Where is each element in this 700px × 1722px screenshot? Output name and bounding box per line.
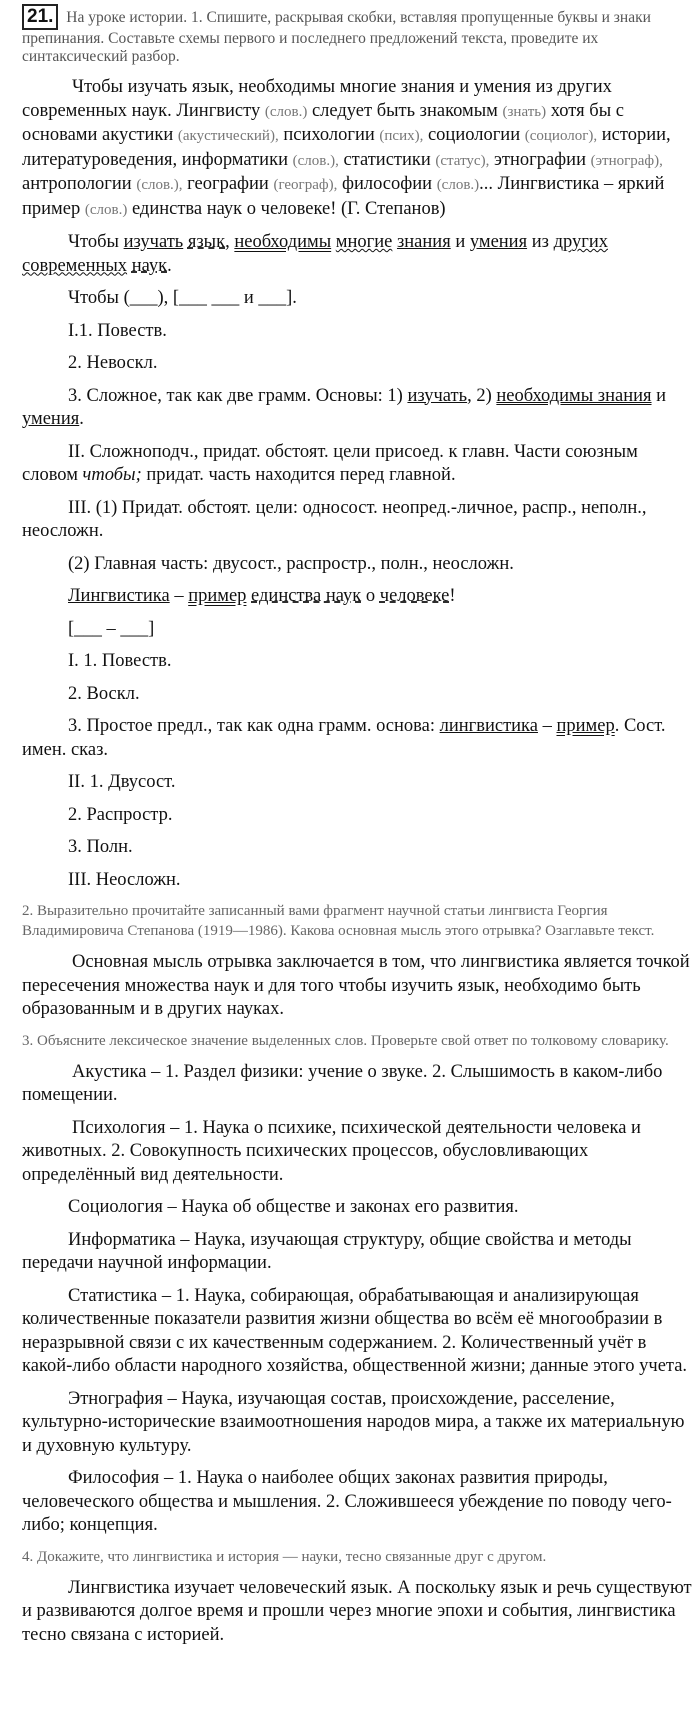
word-predicate: необходимы (234, 232, 332, 252)
answer-4: Лингвистика изучает человеческий язык. А поскольку язык и речь существуют и развиваются долгое время и прошли через многие эпохи и события, лингвистика тесно связана с историей. (22, 1577, 692, 1645)
analysis1-line: (2) Главная часть: двусост., распростр., полн., неосложн. (68, 553, 514, 574)
hint: (географ), (273, 177, 338, 193)
hint: (слов.), (136, 177, 183, 193)
analysis2-line: 2. Распростр. (68, 804, 173, 825)
word-attribute: многие (335, 232, 393, 252)
word: о (365, 586, 376, 606)
text-part: чтобы; (82, 465, 142, 485)
analysis2-line: 2. Воскл. (68, 683, 140, 704)
word-object: наук (131, 255, 168, 276)
definition-informatics: Информатика – Наука, изучающая структуру, общие свойства и методы передачи научной информации. (22, 1229, 632, 1273)
definition-sociology: Социология – Наука об обществе и законах его развития. (68, 1197, 519, 1217)
word-subject: лингвистика (439, 716, 538, 736)
word-predicate: изучать (123, 232, 184, 252)
definition-statistics: Статистика – 1. Наука, собирающая, обрабатывающая и анализирующая количественные показатели развития жизни общества во всём её многообразии в неразрывной связи с их качественным содержанием. 2. Количественный учёт в какой-либо области народного хозяйства, общественной жизни; данные этого учета. (22, 1285, 688, 1376)
sentence1-parsed: Чтобы изучать язык, необходимы многие знания и умения из других современных наук. (22, 232, 608, 276)
word: ! (449, 586, 456, 606)
hint: (акустический), (177, 128, 279, 144)
word-attribute: других (553, 232, 608, 252)
analysis1-line: I.1. Повеств. (68, 320, 167, 341)
word: из (531, 232, 549, 252)
text-part: психологии (283, 125, 375, 145)
text-part: Чтобы изучать язык, необходимы многие знания и умения из других современных наук. Лингвисту (22, 77, 612, 121)
text-part: философии (341, 174, 433, 194)
word-subject: знания (396, 232, 451, 252)
sentence2-parsed (22, 585, 692, 609)
word-predicate: пример (188, 586, 247, 606)
task-number: 21. (22, 4, 58, 30)
word: – (174, 586, 184, 606)
definition-acoustics: Акустика – 1. Раздел физики: учение о звуке. 2. Слышимость в каком-либо помещении. (22, 1061, 663, 1105)
word-predicate: пример (556, 716, 615, 736)
text-part: следует быть знакомым (311, 100, 498, 121)
word-object: человеке (379, 586, 450, 606)
text-part: географии (187, 174, 269, 194)
definition-psychology: Психология – 1. Наука о психике, психической деятельности человека и животных. 2. Совокупность психических процессов, обусловливающих определённый вид деятельности. (22, 1117, 641, 1185)
analysis2-line (22, 715, 692, 762)
hint: (социолог), (524, 128, 598, 144)
analysis2-line: I. 1. Повеств. (68, 651, 172, 671)
word-subject: умения (469, 232, 528, 252)
word-object: язык (187, 232, 226, 252)
hint: (этнограф), (590, 152, 663, 169)
definition-ethnography: Этнография – Наука, изучающая состав, происхождение, расселение, культурно-исторические взаимоотношения народов мира, а также их материальную и духовную культуру. (22, 1388, 685, 1456)
text-part: и (656, 385, 667, 406)
text-part: этнографии (493, 149, 586, 170)
analysis1-line: 2. Невоскл. (68, 353, 158, 373)
question-2: 2. Выразительно прочитайте записанный вами фрагмент научной статьи лингвиста Георгия Владимировича Степанова (1919—1986). Какова основная мысль этого отрывка? Озаглавьте текст. (22, 903, 655, 939)
hint: (слов.) (264, 103, 308, 120)
hint: (слов.), (292, 152, 339, 169)
text-part: 3. Простое предл., так как одна грамм. основа: (68, 716, 435, 736)
word-subject: умения (22, 409, 80, 429)
scheme-2: [___ – ___] (68, 618, 155, 639)
analysis2-line: III. Неосложн. (68, 869, 181, 890)
analysis2-line: II. 1. Двусост. (68, 772, 176, 792)
task-header (22, 4, 692, 66)
word-predicate: изучать (407, 385, 468, 406)
definition-philosophy: Философия – 1. Наука о наиболее общих законах развития природы, человеческого общества и мышления. 2. Сложившееся убеждение по поводу чего-либо; концепция. (22, 1468, 672, 1535)
text-part: . Сост. имен. сказ. (22, 716, 666, 760)
word-predicate: необходимы знания (496, 385, 652, 406)
text-part: , 2) (467, 385, 492, 406)
text-part: истории, литературоведения, информатики (22, 125, 671, 170)
analysis1-line: 3. Сложное, так как две грамм. Основы: 1) изучать, 2) необходимы знания и умения. (22, 385, 667, 429)
text-part: единства наук о человеке! (Г. Степанов) (131, 198, 446, 219)
text-part: социологии (427, 125, 521, 145)
scheme-1: Чтобы (___), [___ ___ и ___]. (68, 288, 297, 308)
word: Чтобы (68, 232, 119, 252)
text-part: хотя бы с основами акустики (22, 100, 624, 145)
answer-2: Основная мысль отрывка заключается в том, что лингвистика является точкой пересечения множества наук и для того чтобы изучить язык, необходимо быть образованным и в других науках. (22, 952, 690, 1019)
question-4: 4. Докажите, что лингвистика и история — науки, тесно связанные друг с другом. (22, 1548, 547, 1565)
text-part: придат. часть находится перед главной. (146, 465, 456, 485)
main-text (22, 76, 692, 222)
hint: (слов.) (436, 177, 480, 193)
text-part: статистики (343, 149, 431, 170)
analysis1-line: III. (1) Придат. обстоят. цели: односост. неопред.-личное, распр., неполн., неосложн. (22, 497, 647, 541)
task-text: На уроке истории. 1. Спишите, раскрывая скобки, вставляя пропущенные буквы и знаки препинания. Составьте схемы первого и последнего предложений текста, проведите их синтаксический разбор. (22, 9, 651, 65)
word-object: единства наук (251, 586, 362, 606)
analysis1-line (22, 441, 692, 488)
analysis2-line: 3. Полн. (68, 837, 133, 857)
word-subject: Лингвистика (68, 586, 170, 606)
question-3: 3. Объясните лексическое значение выделенных слов. Проверьте свой ответ по толковому словарику. (22, 1032, 669, 1049)
hint: (псих), (379, 128, 424, 144)
hint: (знать) (502, 103, 547, 120)
hint: (слов.) (84, 201, 128, 218)
text-part: антропологии (22, 174, 132, 194)
hint: (статус), (435, 152, 490, 169)
text-part: 3. Сложное, так как две грамм. Основы: 1) (68, 385, 403, 406)
text-part: ... Лингвистика – яркий пример (22, 174, 665, 219)
text-part: – (542, 716, 552, 736)
word-attribute: современных (22, 255, 128, 276)
word: и (455, 232, 466, 252)
text-part: II. Сложноподч., придат. обстоят. цели присоед. к главн. Части союзным словом (22, 441, 638, 485)
